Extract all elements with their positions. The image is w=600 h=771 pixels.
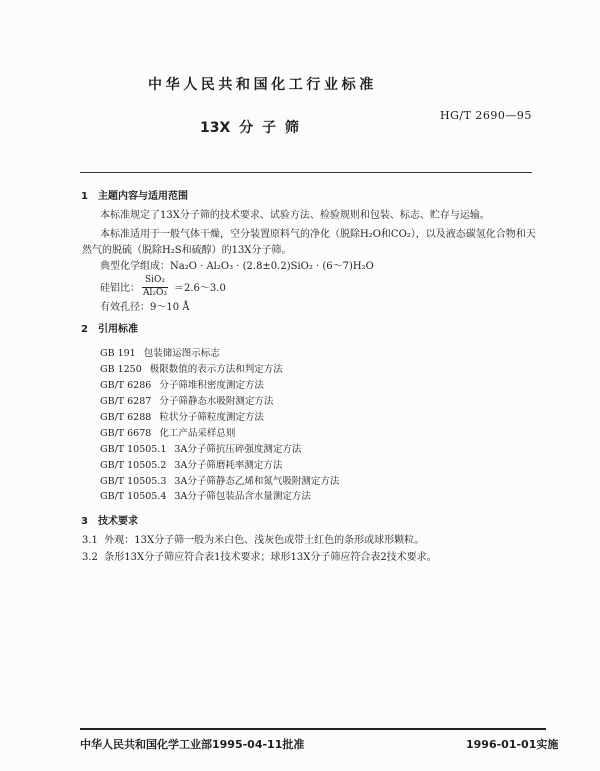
section-3-heading: 3 技术要求	[81, 516, 138, 527]
scope-paragraph: 本标准规定了13X分子筛的技术要求、试验方法、检验规则和包装、标志、贮存与运输。	[100, 210, 490, 221]
silica-alumina-ratio-fraction	[142, 276, 168, 299]
reference-title: 粒状分子筛粒度测定方法	[159, 412, 264, 423]
reference-title: 3A分子筛包装品含水量测定方法	[174, 491, 311, 502]
reference-title: 包装储运图示标志	[143, 348, 220, 359]
reference-item	[100, 412, 264, 423]
footer-divider	[80, 728, 546, 730]
reference-item	[100, 380, 264, 391]
clause-text: 条形13X分子筛应符合表1技术要求；球形13X分子筛应符合表2技术要求。	[104, 552, 437, 563]
reference-item	[100, 428, 235, 439]
ratio-numerator: SiO₂	[144, 275, 165, 285]
section-2-heading: 2 引用标准	[81, 324, 138, 335]
reference-item	[100, 348, 220, 359]
reference-code: GB/T 6678	[100, 428, 152, 439]
document-title: 13X 分 子 筛	[200, 120, 299, 136]
reference-item	[100, 491, 311, 502]
reference-title: 分子筛堆积密度测定方法	[159, 380, 264, 391]
reference-code: GB 191	[100, 348, 136, 359]
reference-code: GB/T 6286	[100, 380, 152, 391]
application-paragraph-line-1: 本标准适用于一般气体干燥，空分装置原料气的净化（脱除H₂O和CO₂），以及液态碳氢化合物和天	[100, 229, 536, 240]
effective-pore-size: 有效孔径：9～10 Å	[100, 302, 190, 313]
silica-alumina-ratio-value: ＝2.6～3.0	[174, 283, 226, 294]
clause-3-1	[82, 535, 424, 547]
reference-item	[100, 364, 283, 375]
header-divider	[80, 172, 532, 173]
reference-title: 分子筛静态水吸附测定方法	[159, 396, 274, 407]
clause-number: 3.1	[82, 535, 98, 546]
section-1-heading: 1 主题内容与适用范围	[81, 191, 188, 202]
reference-item	[100, 460, 282, 471]
chemical-composition: 典型化学组成：Na₂O · Al₂O₃ · (2.8±0.2)SiO₂ · (6～7)H₂O	[100, 261, 374, 272]
reference-code: GB 1250	[100, 364, 142, 375]
reference-code: GB/T 10505.4	[100, 491, 167, 502]
approval-date: 中华人民共和国化学工业部1995-04-11批准	[80, 738, 305, 751]
reference-title: 3A分子筛抗压碎强度测定方法	[174, 444, 302, 455]
reference-code: GB/T 10505.2	[100, 460, 167, 471]
reference-code: GB/T 10505.3	[100, 476, 167, 487]
application-paragraph-line-2: 然气的脱硫（脱除H₂S和硫醇）的13X分子筛。	[82, 245, 292, 256]
issuing-organization: 中华人民共和国化工行业标准	[148, 77, 377, 93]
reference-code: GB/T 10505.1	[100, 444, 167, 455]
reference-title: 3A分子筛静态乙烯和氮气吸附测定方法	[174, 476, 340, 487]
clause-number: 3.2	[82, 552, 98, 563]
reference-item	[100, 444, 301, 455]
ratio-denominator: Al₂O₃	[143, 287, 167, 298]
clause-3-2	[82, 552, 437, 564]
silica-alumina-ratio-label: 硅铝比：	[100, 283, 140, 294]
reference-title: 3A分子筛磨耗率测定方法	[174, 460, 283, 471]
reference-item	[100, 396, 273, 407]
effective-date: 1996-01-01实施	[466, 738, 559, 751]
reference-item	[100, 476, 339, 487]
clause-text: 外观：13X分子筛一般为米白色、浅灰色或带土红色的条形或球形颗粒。	[104, 535, 425, 546]
reference-code: GB/T 6287	[100, 396, 152, 407]
standard-code: HG/T 2690—95	[440, 109, 532, 122]
reference-code: GB/T 6288	[100, 412, 152, 423]
reference-title: 极限数值的表示方法和判定方法	[149, 364, 283, 375]
reference-title: 化工产品采样总则	[159, 428, 236, 439]
